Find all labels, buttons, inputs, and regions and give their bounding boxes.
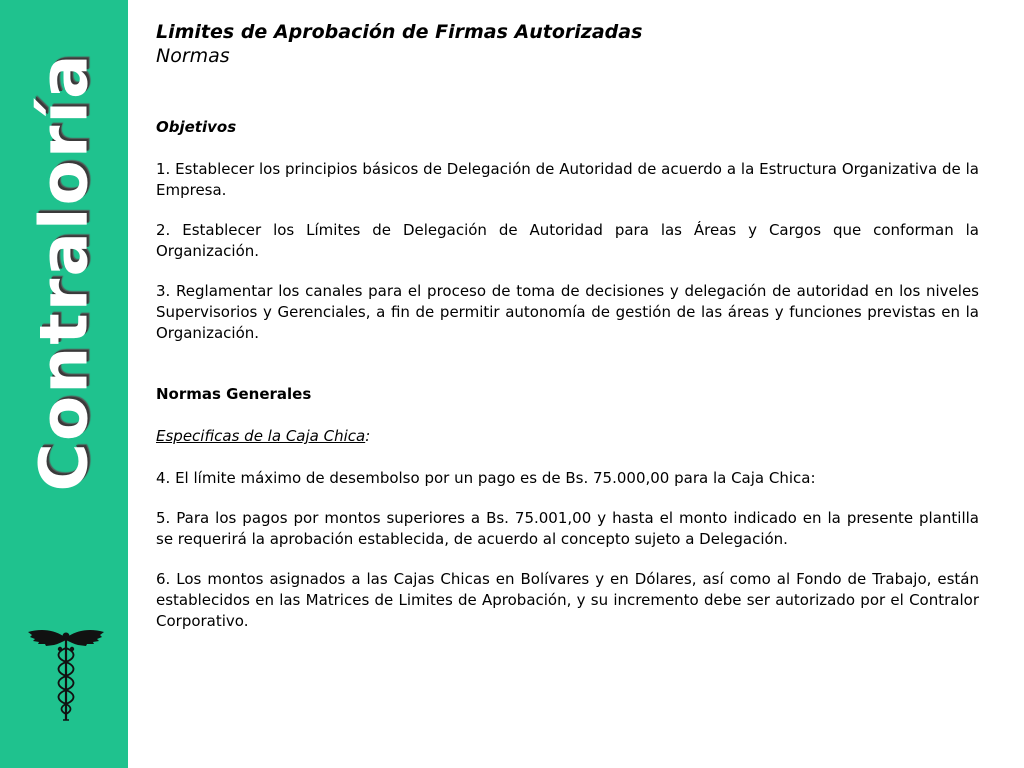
objective-item-2: 2. Establecer los Límites de Delegación de Autoridad para las Áreas y Cargos que conforman la Organización. xyxy=(156,221,979,260)
subheading-colon: : xyxy=(365,427,371,445)
objective-item-3: 3. Reglamentar los canales para el proceso de toma de decisiones y delegación de autoridad en los niveles Supervisorios y Gerenciales, a fin de permitir autonomía de gestión de las áreas y funciones previstas en la Organización. xyxy=(156,282,979,342)
sidebar xyxy=(0,0,128,768)
norm-item-4: 4. El límite máximo de desembolso por un pago es de Bs. 75.000,00 para la Caja Chica: xyxy=(156,469,816,487)
norm-item-6: 6. Los montos asignados a las Cajas Chicas en Bolívares y en Dólares, así como al Fondo de Trabajo, están establecidos en las Matrices de Limites de Aprobación, y su incremento debe ser autorizado por el Contralor Corporativo. xyxy=(156,570,979,630)
petty-cash-subheading xyxy=(156,426,979,447)
page-subtitle: Normas xyxy=(156,45,230,67)
norm-item-5: 5. Para los pagos por montos superiores a Bs. 75.001,00 y hasta el monto indicado en la presente plantilla se requerirá la aprobación establecida, de acuerdo al concepto sujeto a Delegación. xyxy=(156,509,979,548)
caduceus-icon xyxy=(26,624,106,724)
page-title: Limites de Aprobación de Firmas Autorizadas xyxy=(156,21,643,43)
petty-cash-link: Especificas de la Caja Chica xyxy=(156,427,366,445)
objective-item-1: 1. Establecer los principios básicos de Delegación de Autoridad de acuerdo a la Estructura Organizativa de la Empresa. xyxy=(156,160,979,199)
content-area xyxy=(156,20,979,632)
general-norms-heading: Normas Generales xyxy=(156,385,312,403)
sidebar-title: Contraloría xyxy=(25,52,103,492)
objectives-heading: Objetivos xyxy=(156,118,237,136)
